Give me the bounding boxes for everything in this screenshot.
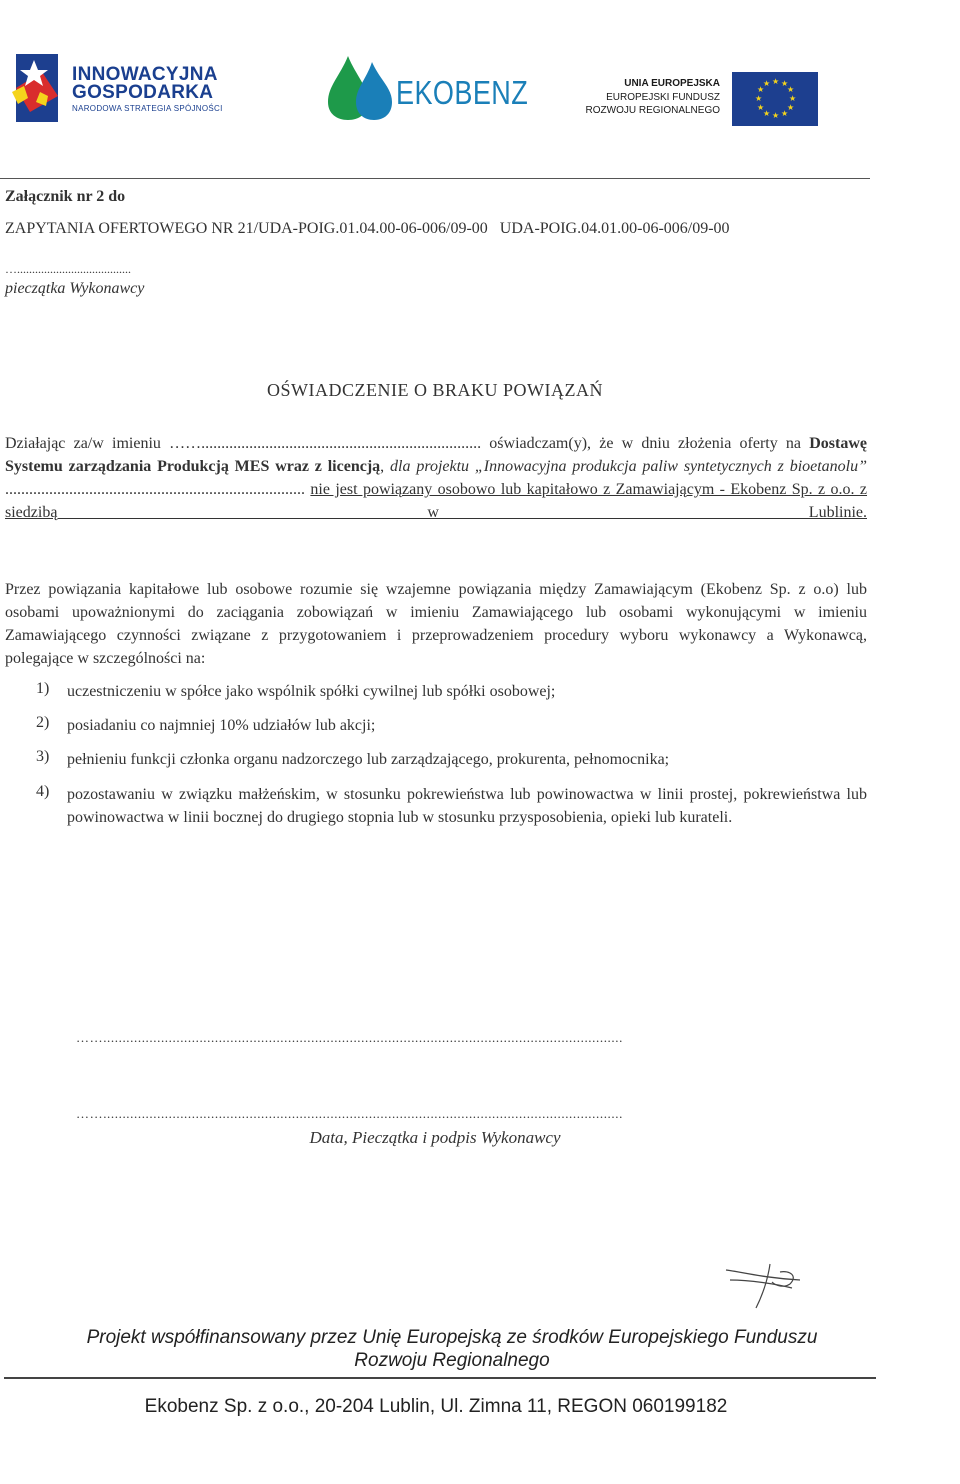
handwritten-signature-icon [720,1258,810,1312]
svg-text:★: ★ [787,103,795,112]
document-title: OŚWIADCZENIE O BRAKU POWIĄZAŃ [267,380,603,400]
ekobenz-wordmark: EKOBENZ [396,74,529,111]
inquiry-code: UDA-POIG.04.01.00-06-006/09-00 [499,220,730,237]
footer-address: Ekobenz Sp. z o.o., 20-204 Lublin, Ul. Zimna 11, REGON 060199182 [144,1396,728,1417]
declaration-middle: oświadczam(y), że w dniu złożenia oferty na [481,435,810,452]
eu-logo [560,70,822,128]
footer-project-note [0,1326,904,1372]
declaration-intro: Działając za/w imieniu [5,435,170,452]
list-item-text: pozostawaniu w związku małżeńskim, w stosunku pokrewieństwa lub powinowactwa w linii prostej, pokrewieństwa lub powinowactwa w linii bocznej do drugiego stopnia lub w stosunku przysposobienia, opieki lub kurateli. [67,786,867,826]
definition-paragraph: Przez powiązania kapitałowe lub osobowe rozumie się wzajemne powiązania między Zamawiającym (Ekobenz Sp. z o.o) lub osobami upoważnionymi do zaciągania zobowiązań w imieniu Zamawiającego lub osobami wykonującymi w imieniu Zamawiającego czynności związane z przygotowaniem i przeprowadzeniem procedury wyboru wykonawcy a Wykonawcą, polegające w szczególności na: [5,581,867,667]
eu-line1: UNIA EUROPEJSKA [624,78,720,89]
footer-project-line2: Rozwoju Regionalnego [354,1350,550,1371]
logo-innowacyjna-text [72,66,218,102]
declaration-paragraph [5,432,867,524]
list-item-number: 1) [36,680,50,697]
inquiry-number: ZAPYTANIA OFERTOWEGO NR 21/UDA-POIG.01.04.00-06-006/09-00 [5,220,488,237]
svg-text:★: ★ [757,103,765,112]
stamp-dots: …...................................... [5,262,131,276]
project-italic: dla projektu „Innowacyjna produkcja paliw syntetycznych z bioetanolu” [390,458,868,475]
list-item-number: 2) [36,714,50,731]
inquiry-line [5,220,730,238]
stamp-label: pieczątka Wykonawcy [5,280,145,297]
list-item-number: 3) [36,748,50,765]
svg-text:★: ★ [755,94,763,103]
svg-text:★: ★ [772,77,780,86]
eu-line3: ROZWOJU REGIONALNEGO [585,105,720,116]
signature-dots-2: ……....................................................................................................................................... [76,1106,623,1121]
name-dots: ……...................................................................... [169,435,482,452]
innowacyjna-gospodarka-logo [12,52,252,132]
eu-line2: EUROPEJSKI FUNDUSZ [606,92,720,103]
svg-text:★: ★ [763,79,771,88]
footer-project-line1: Projekt współfinansowany przez Unię Europejską ze środków Europejskiego Funduszu [86,1327,818,1348]
logo-line2: GOSPODARKA [72,82,214,103]
svg-text:★: ★ [763,109,771,118]
list-item-text: pełnieniu funkcji członka organu nadzorczego lub zarządzającego, prokurenta, pełnomocnika; [67,751,670,768]
contractor-dots: ........................................................................... [5,481,311,498]
list-item-text: posiadaniu co najmniej 10% udziałów lub akcji; [67,717,376,734]
svg-text:★: ★ [787,85,795,94]
list-item-number: 4) [36,783,50,800]
signature-label: Data, Pieczątka i podpis Wykonawcy [309,1128,561,1147]
droplets-icon [326,52,398,122]
attachment-label: Załącznik nr 2 do [5,188,126,205]
innowacyjna-gospodarka-emblem-icon [12,52,68,124]
svg-text:★: ★ [781,79,789,88]
svg-text:★: ★ [789,94,797,103]
signature-dots-1: ……....................................................................................................................................... [76,1030,623,1045]
not-related-statement: nie jest powiązany osobowo lub kapitałowo z Zamawiającym - Ekobenz Sp. z o.o. z siedzibą w Lublinie. [5,481,868,521]
list-item-text: uczestniczeniu w spółce jako wspólnik spółki cywilnej lub spółki osobowej; [67,683,556,700]
eu-flag-icon [732,72,818,126]
svg-text:★: ★ [781,109,789,118]
svg-text:★: ★ [772,111,780,120]
comma: , [380,458,391,475]
ekobenz-logo [326,52,529,122]
subject-bold: Dostawę Systemu zarządzania Produkcją MES wraz z licencją [5,435,868,475]
logo-strategy-text: NARODOWA STRATEGIA SPÓJNOŚCI [72,104,223,113]
logo-line1: INNOWACYJNA [72,64,218,85]
svg-text:★: ★ [757,85,765,94]
header-rule [0,178,870,179]
footer-rule [4,1377,876,1379]
